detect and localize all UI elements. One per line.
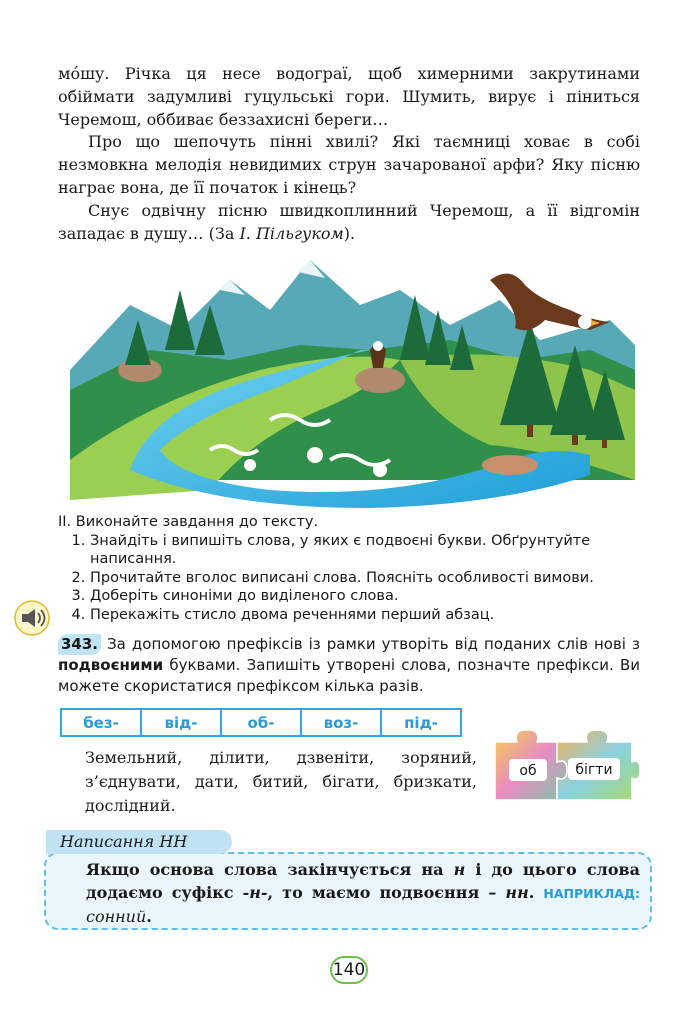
rule-text-c: , то маємо подвоєння –: [267, 883, 506, 902]
paragraph-3-end: ).: [343, 224, 356, 243]
prefix-frame: [60, 708, 462, 737]
author-name: І. Пільгуком: [239, 224, 344, 243]
rule-title: Написання НН: [46, 830, 232, 854]
text-tasks: [58, 513, 648, 624]
prefix-cell: під-: [381, 709, 461, 736]
rule-text: [86, 858, 640, 928]
rule-text-d: .: [528, 883, 544, 902]
task-item: 4. Перекажіть стисло двома реченнями перший абзац.: [90, 606, 648, 625]
exercise-number: 343.: [58, 634, 101, 655]
rule-text-a: Якщо основа слова закінчується на: [86, 860, 454, 879]
word-list: Земельний, ділити, дзвеніти, зоряний, з’єднувати, дати, битий, бігати, бризкати, дослідний.: [85, 748, 477, 815]
text-paragraph-1: [58, 62, 640, 131]
exercise-text-bold: подвоєними: [58, 656, 164, 674]
text-paragraph-2: [58, 130, 640, 199]
exercise-text-a: За допомогою префіксів із рамки утворіть від поданих слів нові з: [101, 635, 640, 653]
paragraph-2-text: Про що шепочуть пінні хвилі? Які таємниці ховає в собі незмовкна мелодія невидимих струн зачарованої арфи? Яку пісню награє вона, де її початок і кінець?: [58, 132, 640, 197]
page-number: 140: [330, 956, 368, 984]
tasks-heading: ІІ. Виконайте завдання до тексту.: [58, 514, 319, 530]
puzzle-pieces-image: [490, 728, 640, 808]
task-item: 3. Доберіть синоніми до виділеного слова.: [90, 587, 648, 606]
puzzle-left-label: об: [519, 763, 537, 779]
rule-nn: нн: [505, 883, 529, 902]
river-landscape-illustration: [70, 250, 635, 510]
rule-letter: н: [453, 860, 466, 879]
example-label: НАПРИКЛАД:: [543, 886, 641, 901]
tasks-list: [58, 532, 648, 625]
text-paragraph-3: [58, 199, 640, 245]
paragraph-1-text: мóшу. Річка ця несе водограї, щоб химерними закрутинами обіймати задумливі гуцульські гори. Шумить, вирує і піниться Черемош, оббиває беззахисні береги…: [58, 64, 640, 129]
exercise-text-b: буквами. Запишіть утворені слова, позначте префікси. Ви можете скористатися префіксом кілька разів.: [58, 656, 640, 695]
rule-end: .: [146, 907, 152, 926]
rule-suffix: -н-: [242, 883, 268, 902]
prefix-cell: воз-: [301, 709, 381, 736]
puzzle-right-label: бігти: [575, 762, 613, 778]
prefix-cell: без-: [61, 709, 141, 736]
prefix-cell: об-: [221, 709, 301, 736]
paragraph-3-text: Снує одвічну пісню швидкоплинний Черемош, а її відгомін западає в душу… (За: [58, 201, 640, 243]
audio-speaker-icon[interactable]: [14, 600, 50, 636]
rule-text-b: і до цього слова додаємо суфікс: [86, 860, 640, 902]
rule-example: сонний: [86, 907, 147, 926]
exercise-343: [58, 634, 640, 697]
prefix-cell: від-: [141, 709, 221, 736]
task-item: 1. Знайдіть і випишіть слова, у яких є подвоєні букви. Обґрунтуйте написання.: [90, 532, 648, 569]
task-item: 2. Прочитайте вголос виписані слова. Поясніть особливості вимови.: [90, 569, 648, 588]
